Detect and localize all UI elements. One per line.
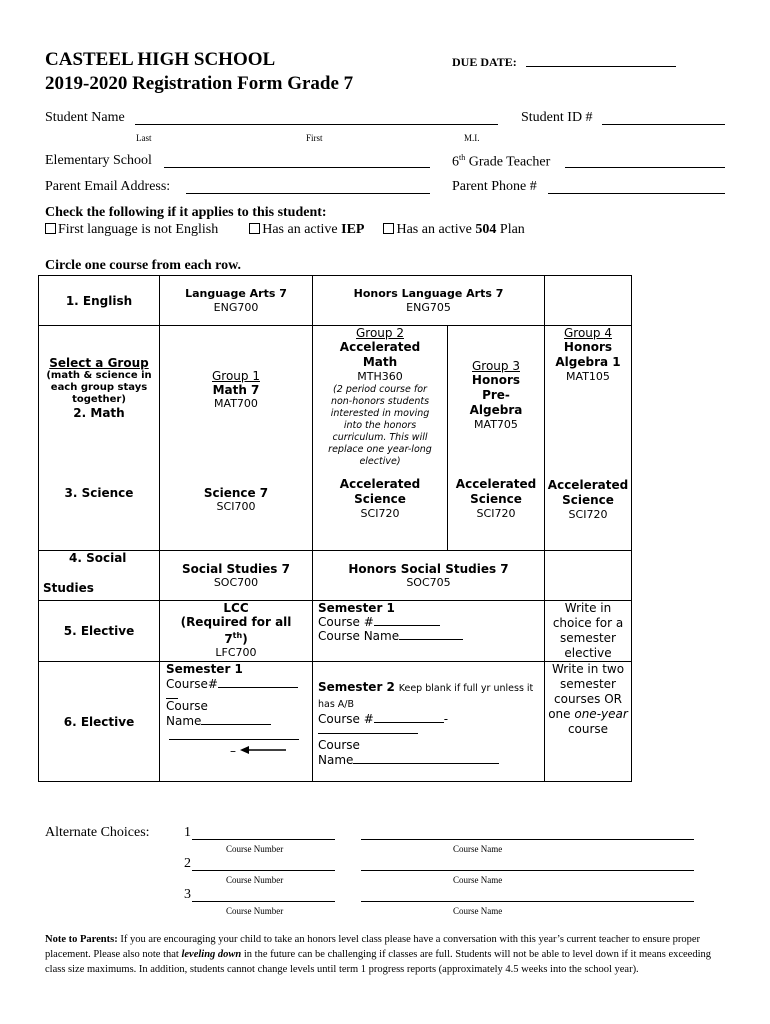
elective6-write-cell — [545, 662, 632, 782]
lang-arts-cell[interactable] — [160, 276, 313, 326]
elective5-semester-cell[interactable] — [313, 601, 545, 662]
alt2-course-name-field[interactable] — [361, 870, 694, 871]
note-to-parents — [45, 932, 725, 977]
english-check-label: First language is not English — [58, 222, 219, 237]
acc-science-g2-title: Accelerated Science — [339, 476, 421, 506]
lang-arts-title: Language Arts 7 — [185, 287, 287, 300]
social-label-cell — [39, 551, 160, 601]
group1-label: Group 1 — [212, 369, 260, 383]
english-label: 1. English — [39, 276, 160, 326]
honors-lang-arts-cell[interactable] — [313, 276, 545, 326]
acc-science-g2-code: SCI720 — [360, 506, 400, 520]
teacher-label-sup: th — [459, 153, 466, 162]
english-checkbox[interactable] — [45, 223, 56, 234]
social7-cell[interactable] — [160, 551, 313, 601]
parent-phone-field[interactable] — [548, 193, 725, 194]
acc-science-g3-cell[interactable] — [448, 474, 545, 551]
acc-science-g3-title: Accelerated Science — [455, 476, 537, 506]
group1-title: Math 7 — [212, 383, 260, 397]
group1-cell[interactable] — [160, 326, 313, 474]
parent-email-label: Parent Email Address: — [45, 179, 171, 194]
acc-science-g4-code: SCI720 — [568, 507, 608, 521]
elective6-course-num2-field[interactable] — [374, 722, 444, 723]
elective6-write-italic: one-year — [574, 707, 628, 721]
group2-title: Accelerated Math — [339, 340, 421, 369]
lcc-cell[interactable] — [160, 601, 313, 662]
teacher-label-num: 6 — [452, 154, 459, 170]
teacher-label-rest: Grade Teacher — [465, 154, 551, 170]
lcc-code: LFC700 — [215, 646, 257, 659]
elective6-course2-label: Course — [318, 738, 360, 752]
elective6-name-label: Name — [166, 714, 202, 728]
social-label-a: 4. Social — [69, 551, 127, 565]
group4-cell[interactable] — [545, 326, 632, 474]
mi-caption: M.I. — [464, 133, 480, 143]
social-row — [39, 551, 632, 601]
elective5-course-name-label: Course Name — [318, 629, 400, 643]
elective6-name2-label: Name — [318, 753, 354, 767]
alt1-course-name-caption: Course Name — [453, 844, 503, 854]
select-group-label: Select a Group — [49, 356, 149, 370]
elective6-label: 6. Elective — [39, 662, 160, 782]
science7-code: SCI700 — [216, 499, 256, 513]
honors-social-code: SOC705 — [406, 576, 451, 589]
group4-code: MAT105 — [566, 370, 610, 383]
honors-social-title: Honors Social Studies 7 — [348, 562, 509, 576]
first-caption: First — [306, 133, 323, 143]
elective5-row — [39, 601, 632, 662]
group2-cell[interactable] — [313, 326, 448, 474]
lcc-title: LCC — [223, 601, 249, 615]
alt1-course-name-field[interactable] — [361, 839, 694, 840]
check-row — [45, 222, 525, 238]
last-caption: Last — [136, 133, 152, 143]
plan504-check-label: Has an active — [396, 222, 476, 237]
student-name-label: Student Name — [45, 110, 125, 125]
elective5-course-num-field[interactable] — [374, 625, 440, 626]
science-row — [39, 474, 632, 551]
acc-science-g2-cell[interactable] — [313, 474, 448, 551]
alt3-course-number-caption: Course Number — [226, 906, 284, 916]
lang-arts-code: ENG700 — [213, 301, 259, 314]
note-label: Note to Parents: — [45, 934, 118, 945]
alt3-course-number-field[interactable] — [192, 901, 335, 902]
iep-check-label: Has an active — [262, 222, 342, 237]
iep-text: IEP — [341, 222, 365, 237]
group2-label: Group 2 — [356, 326, 404, 340]
form-title: 2019-2020 Registration Form Grade 7 — [45, 73, 354, 94]
elective5-sem-label: Semester 1 — [318, 601, 395, 615]
group1-code: MAT700 — [214, 397, 258, 410]
acc-science-g3-code: SCI720 — [476, 506, 516, 520]
math-label: 2. Math — [73, 406, 125, 420]
elective5-write-cell: Write in choice for a semester elective — [545, 601, 632, 662]
teacher-label — [452, 153, 550, 171]
teacher-field[interactable] — [565, 167, 725, 168]
alt2-course-number-caption: Course Number — [226, 875, 284, 885]
group2-code: MTH360 — [357, 370, 403, 383]
plan504-checkbox[interactable] — [383, 223, 394, 234]
group3-code: MAT705 — [474, 418, 518, 431]
note-emphasis: leveling down — [181, 949, 242, 960]
social7-title: Social Studies 7 — [182, 562, 290, 576]
science7-title: Science 7 — [203, 485, 269, 500]
alt1-course-number-caption: Course Number — [226, 844, 284, 854]
group2-note: (2 period course for non-honors students interested in moving into the honors curriculum. This will replace one year-long elective) — [328, 384, 432, 467]
elective6-sem2-cell[interactable]: Semester 2 Keep blank if full yr unless it has A/B Course # - Course Name — [313, 662, 545, 782]
alternate-label: Alternate Choices: — [45, 825, 150, 840]
arrow-left-icon — [240, 744, 286, 759]
alt3-course-name-field[interactable] — [361, 901, 694, 902]
student-name-field[interactable] — [135, 124, 498, 125]
english-row — [39, 276, 632, 326]
course-table — [38, 275, 632, 782]
science7-cell[interactable] — [160, 474, 313, 551]
elective5-course-name-field[interactable] — [399, 639, 463, 640]
circle-heading: Circle one course from each row. — [45, 258, 241, 273]
elective6-sem2-label: Semester 2 — [318, 680, 395, 694]
elective6-sem1-label: Semester 1 — [166, 662, 243, 676]
elective6-name2-field[interactable] — [353, 763, 499, 764]
group4-label: Group 4 — [564, 326, 612, 340]
acc-science-g4-title: Accelerated Science — [547, 477, 629, 507]
elementary-label: Elementary School — [45, 153, 152, 168]
group3-label: Group 3 — [472, 359, 520, 373]
math-label-cell — [39, 326, 160, 474]
social-empty-cell — [545, 551, 632, 601]
science-label: 3. Science — [39, 474, 160, 551]
alt1-course-number-field[interactable] — [192, 839, 335, 840]
lcc-required: (Required for all — [180, 615, 292, 629]
parent-phone-label: Parent Phone # — [452, 179, 537, 194]
elective6-row — [39, 662, 632, 782]
plan-text: Plan — [496, 222, 525, 237]
select-group-note: (math & science in each group stays together) — [46, 370, 152, 405]
english-empty-cell — [545, 276, 632, 326]
alt2-course-number-field[interactable] — [192, 870, 335, 871]
alt-num-1: 1 — [184, 825, 191, 840]
student-id-label: Student ID # — [521, 110, 593, 125]
iep-checkbox[interactable] — [249, 223, 260, 234]
due-date-field[interactable] — [526, 66, 676, 67]
student-id-field[interactable] — [602, 124, 725, 125]
elective6-course-num-label: Course# — [166, 677, 218, 691]
elective6-course-num-field[interactable] — [218, 687, 298, 688]
plan504-text: 504 — [475, 222, 497, 237]
due-date-label: DUE DATE: — [452, 55, 517, 69]
elective6-course-label: Course — [166, 699, 208, 713]
elective6-write-end: course — [567, 722, 609, 736]
elective6-sem2-note: Keep blank if full yr unless it has A/B — [318, 683, 534, 710]
elective5-course-num-label: Course # — [318, 615, 374, 629]
elective5-label: 5. Elective — [39, 601, 160, 662]
elective6-course-num2-label: Course # — [318, 712, 374, 726]
lcc-grade-sup: th — [232, 631, 243, 640]
group3-cell[interactable] — [448, 326, 545, 474]
check-heading: Check the following if it applies to this student: — [45, 205, 327, 220]
acc-science-g4-cell[interactable] — [545, 474, 632, 551]
elective6-write-text: Write in two semester courses OR one — [548, 662, 625, 721]
alt-num-2: 2 — [184, 856, 191, 871]
lcc-close: ) — [242, 632, 248, 646]
social7-code: SOC700 — [213, 576, 259, 589]
alt2-course-name-caption: Course Name — [453, 875, 503, 885]
elective6-dash: – — [230, 744, 236, 758]
note-text-2: in the future can be challenging if classes are full. Students will not be able to level down if it means exceeding class size maximums. In addition, students cannot change levels until term 1 progress reports (approximately 4.5 weeks into the school year). — [45, 949, 711, 975]
lcc-grade: 7 — [224, 632, 233, 646]
group4-title: Honors Algebra 1 — [555, 340, 621, 369]
group3-title: Honors Pre-Algebra — [469, 373, 523, 417]
honors-lang-arts-title: Honors Language Arts 7 — [353, 287, 504, 300]
school-name: CASTEEL HIGH SCHOOL — [45, 49, 276, 70]
elective6-name-field[interactable] — [201, 724, 271, 725]
elective6-sem1-cell[interactable] — [160, 662, 313, 782]
parent-email-field[interactable] — [186, 193, 430, 194]
alt3-course-name-caption: Course Name — [453, 906, 503, 916]
social-label-b: Studies — [43, 581, 94, 595]
elementary-field[interactable] — [164, 167, 430, 168]
note-text-1: If you are encouraging your child to take an honors level class please have a conversation with this year’s current teacher to ensure proper placement. Please also note that — [45, 934, 701, 960]
honors-social-cell[interactable] — [313, 551, 545, 601]
honors-lang-arts-code: ENG705 — [406, 301, 451, 314]
alt-num-3: 3 — [184, 887, 191, 902]
math-row — [39, 326, 632, 474]
